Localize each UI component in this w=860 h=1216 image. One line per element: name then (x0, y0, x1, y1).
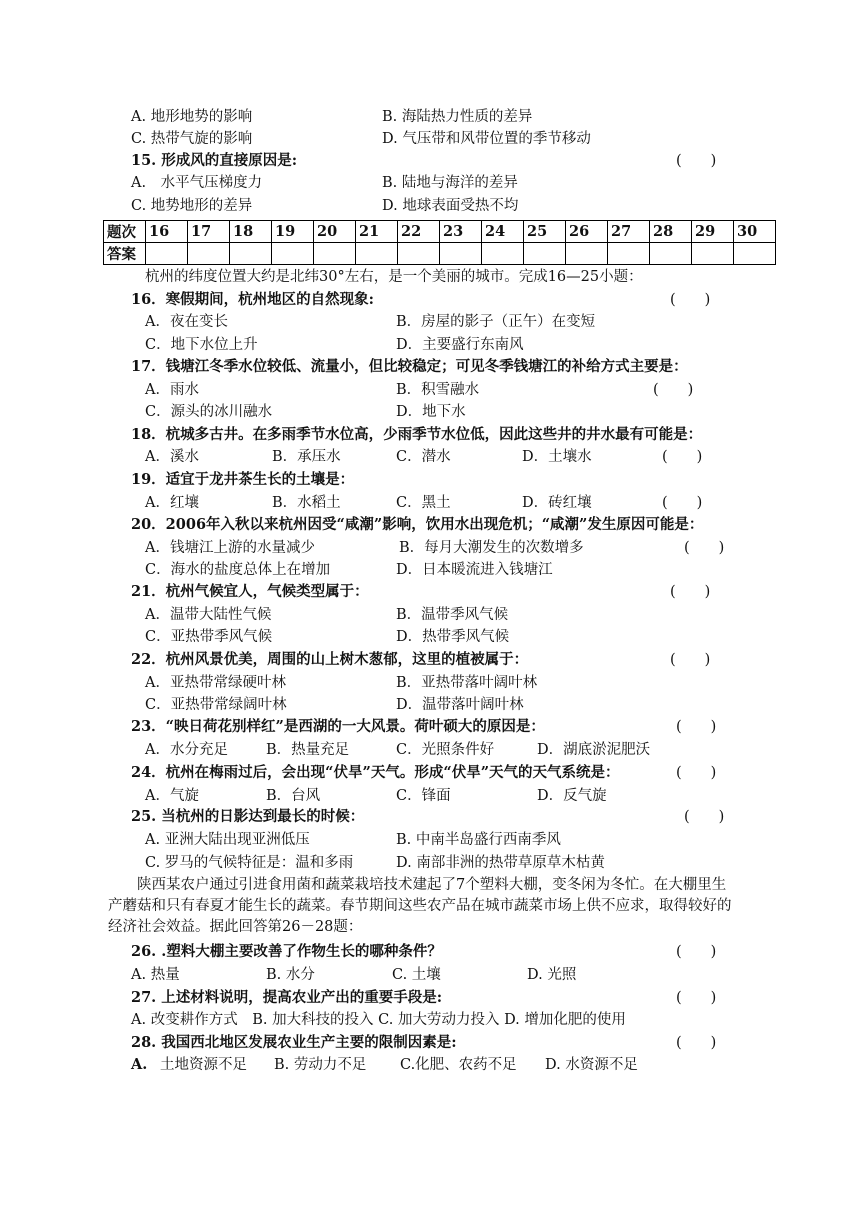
q23-option-d: D．湖底淤泥肥沃 (537, 742, 651, 758)
q21-answer-blank[interactable]: ( ) (670, 584, 711, 600)
table-number-cell: 30 (734, 221, 776, 243)
q17-option-d: D．地下水 (396, 404, 466, 420)
q28-option-c: C.化肥、农药不足 (400, 1057, 517, 1073)
q28-stem: 28. 我国西北地区发展农业生产主要的限制因素是: (131, 1034, 457, 1051)
q18-option-c: C．潜水 (396, 449, 451, 465)
table-number-cell: 27 (608, 221, 650, 243)
q25-option-a: A. 亚洲大陆出现亚洲低压 (145, 832, 310, 848)
q20-option-b: B．每月大潮发生的次数增多 (399, 540, 584, 556)
q18-option-a: A．溪水 (145, 449, 199, 465)
q14-option-b: B. 海陆热力性质的差异 (382, 109, 533, 125)
table-number-cell: 20 (314, 221, 356, 243)
table-number-cell: 29 (692, 221, 734, 243)
q22-stem: 22．杭州风景优美，周围的山上树木葱郁，这里的植被属于： (131, 651, 529, 668)
q25-option-d: D. 南部非洲的热带草原草木枯黄 (396, 855, 605, 871)
q27-options: A. 改变耕作方式 B. 加大科技的投入 C. 加大劳动力投入 D. 增加化肥的使用 (131, 1012, 626, 1028)
q21-option-b: B．温带季风气候 (396, 607, 509, 623)
q17-option-c: C．源头的冰川融水 (145, 404, 273, 420)
q24-option-b: B．台风 (266, 788, 321, 804)
answer-table (103, 220, 776, 265)
q15-option-b: B. 陆地与海洋的差异 (382, 175, 518, 191)
q22-option-c: C．亚热带常绿阔叶林 (145, 697, 287, 713)
table-number-cell: 26 (566, 221, 608, 243)
q26-option-b: B. 水分 (266, 967, 315, 983)
table-number-cell: 22 (398, 221, 440, 243)
q23-answer-blank[interactable]: ( ) (676, 719, 717, 735)
q21-option-d: D．热带季风气候 (396, 629, 510, 645)
q19-stem: 19．适宜于龙井茶生长的土壤是： (131, 471, 355, 488)
q22-option-b: B．亚热带落叶阔叶林 (396, 675, 538, 691)
answer-table-answer-row (104, 243, 776, 265)
q16-option-d: D．主要盛行东南风 (396, 337, 524, 353)
q27-stem: 27. 上述材料说明，提高农业产出的重要手段是: (131, 989, 443, 1006)
q28-option-b: B. 劳动力不足 (274, 1057, 367, 1073)
q17-option-b: B．积雪融水 (396, 382, 480, 398)
q25-stem: 25. 当杭州的日影达到最长的时候： (131, 808, 365, 825)
q22-option-a: A．亚热带常绿硬叶林 (145, 675, 286, 691)
table-number-cell: 17 (188, 221, 230, 243)
q28-answer-blank[interactable]: ( ) (676, 1035, 717, 1051)
answer-cell[interactable] (440, 243, 482, 265)
q24-option-d: D．反气旋 (537, 788, 607, 804)
q28-option-a: 土地资源不足 (160, 1057, 247, 1073)
table-number-cell: 16 (146, 221, 188, 243)
table-number-cell: 19 (272, 221, 314, 243)
q26-option-d: D. 光照 (527, 967, 577, 983)
q28-option-a-letter: A. (131, 1056, 148, 1073)
q19-option-a: A．红壤 (145, 495, 199, 511)
answer-cell[interactable] (356, 243, 398, 265)
table-number-cell: 23 (440, 221, 482, 243)
q17-stem: 17．钱塘江冬季水位较低、流量小，但比较稳定；可见冬季钱塘江的补给方式主要是： (131, 358, 688, 375)
answer-cell[interactable] (650, 243, 692, 265)
q19-answer-blank[interactable]: ( ) (662, 495, 703, 511)
q22-answer-blank[interactable]: ( ) (670, 652, 711, 668)
q16-option-a: A．夜在变长 (145, 314, 228, 330)
answer-cell[interactable] (608, 243, 650, 265)
answer-cell[interactable] (524, 243, 566, 265)
q19-option-c: C．黑土 (396, 495, 451, 511)
q18-option-d: D．土壤水 (522, 449, 592, 465)
answer-cell[interactable] (566, 243, 608, 265)
q24-stem: 24．杭州在梅雨过后，会出现“伏旱”天气。形成“伏旱”天气的天气系统是： (131, 764, 620, 781)
table-number-cell: 28 (650, 221, 692, 243)
q23-option-a: A．水分充足 (145, 742, 228, 758)
q24-option-a: A．气旋 (145, 788, 199, 804)
q27-answer-blank[interactable]: ( ) (676, 990, 717, 1006)
q17-answer-blank[interactable]: ( ) (653, 382, 694, 398)
q16-option-c: C．地下水位上升 (145, 337, 258, 353)
answer-cell[interactable] (188, 243, 230, 265)
q23-option-c: C．光照条件好 (396, 742, 495, 758)
q25-answer-blank[interactable]: ( ) (684, 809, 725, 825)
q19-option-d: D．砖红壤 (522, 495, 592, 511)
q15-stem: 15. 形成风的直接原因是: (131, 152, 298, 169)
answer-cell[interactable] (734, 243, 776, 265)
q26-answer-blank[interactable]: ( ) (676, 944, 717, 960)
table-number-cell: 24 (482, 221, 524, 243)
q15-option-d: D. 地球表面受热不均 (382, 198, 519, 214)
q15-option-c: C. 地势地形的差异 (131, 198, 253, 214)
table-number-cell: 18 (230, 221, 272, 243)
q23-option-b: B．热量充足 (266, 742, 350, 758)
table-number-cell: 21 (356, 221, 398, 243)
q22-option-d: D．温带落叶阔叶林 (396, 697, 524, 713)
answer-cell[interactable] (314, 243, 356, 265)
passage-hangzhou: 杭州的纬度位置大约是北纬30°左右，是一个美丽的城市。完成16—25小题： (145, 269, 643, 285)
q26-option-a: A. 热量 (131, 967, 180, 983)
q15-option-a: A. 水平气压梯度力 (131, 175, 263, 191)
q14-option-d: D. 气压带和风带位置的季节移动 (382, 131, 591, 147)
answer-cell[interactable] (692, 243, 734, 265)
passage-shaanxi: 陕西某农户通过引进食用菌和蔬菜栽培技术建起了7个塑料大棚，变冬闲为冬忙。在大棚里生产蘑菇和只有春夏才能生长的蔬菜。春节期间这些农产品在城市蔬菜市场上供不应求，取得较好的经济社会效益。据此回答第26－28题： (108, 877, 732, 935)
q16-stem: 16．寒假期间，杭州地区的自然现象: (131, 291, 375, 308)
q24-answer-blank[interactable]: ( ) (676, 765, 717, 781)
q28-option-d: D. 水资源不足 (545, 1057, 638, 1073)
q26-option-c: C. 土壤 (392, 967, 441, 983)
answer-cell[interactable] (272, 243, 314, 265)
table-header-question: 题次 (104, 221, 146, 243)
q20-answer-blank[interactable]: ( ) (684, 540, 725, 556)
answer-cell[interactable] (482, 243, 524, 265)
table-header-answer: 答案 (104, 243, 146, 265)
q21-stem: 21．杭州气候宜人，气候类型属于： (131, 583, 369, 600)
q23-stem: 23．“映日荷花别样红”是西湖的一大风景。荷叶硕大的原因是： (131, 718, 545, 735)
answer-cell[interactable] (230, 243, 272, 265)
q16-option-b: B．房屋的影子（正午）在变短 (396, 314, 596, 330)
q24-option-c: C．锋面 (396, 788, 451, 804)
table-number-cell: 25 (524, 221, 566, 243)
q25-option-b: B. 中南半岛盛行西南季风 (396, 832, 561, 848)
q14-option-a: A. 地形地势的影响 (131, 109, 253, 125)
q21-option-c: C．亚热带季风气候 (145, 629, 273, 645)
q26-stem: 26. .塑料大棚主要改善了作物生长的哪种条件？ (131, 943, 442, 960)
q20-option-c: C．海水的盐度总体上在增加 (145, 562, 331, 578)
q20-option-d: D．日本暖流进入钱塘江 (396, 562, 553, 578)
q20-stem: 20．2006年入秋以来杭州因受“咸潮”影响，饮用水出现危机；“咸潮”发生原因可能是： (131, 516, 704, 533)
q21-option-a: A．温带大陆性气候 (145, 607, 272, 623)
q20-option-a: A．钱塘江上游的水量减少 (145, 540, 315, 556)
q25-option-c: C. 罗马的气候特征是：温和多雨 (145, 855, 354, 871)
q18-answer-blank[interactable]: ( ) (662, 449, 703, 465)
q17-option-a: A．雨水 (145, 382, 199, 398)
q18-stem: 18．杭城多古井。在多雨季节水位高，少雨季节水位低，因此这些井的井水最有可能是： (131, 426, 703, 443)
q15-answer-blank[interactable]: ( ) (676, 153, 717, 169)
answer-cell[interactable] (146, 243, 188, 265)
answer-cell[interactable] (398, 243, 440, 265)
q19-option-b: B．水稻土 (272, 495, 341, 511)
q14-option-c: C. 热带气旋的影响 (131, 131, 253, 147)
answer-table-number-row (104, 221, 776, 243)
q16-answer-blank[interactable]: ( ) (670, 292, 711, 308)
q18-option-b: B．承压水 (272, 449, 341, 465)
